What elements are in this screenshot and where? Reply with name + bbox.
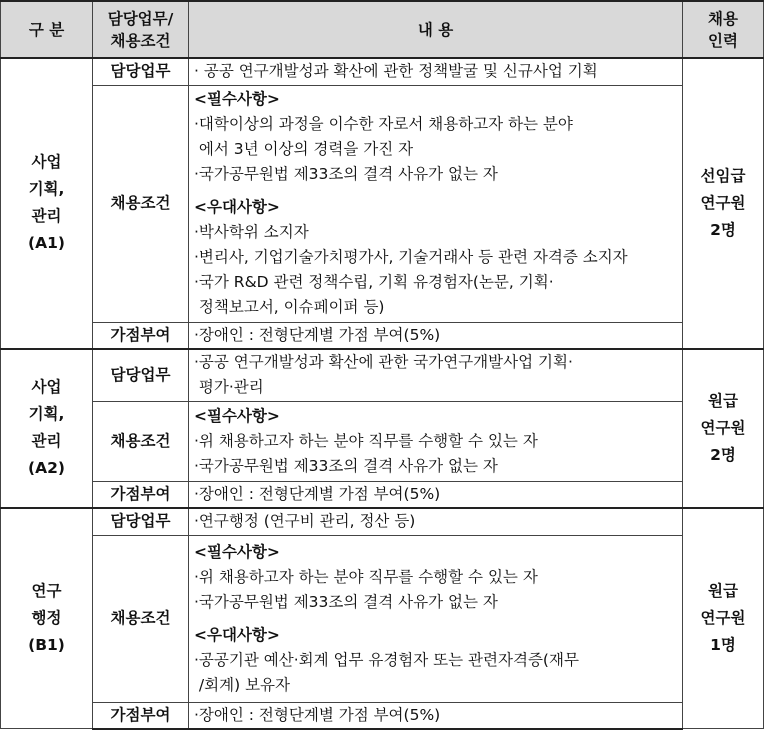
conditions-label: 채용조건: [93, 85, 189, 322]
duty-label: 담당업무: [93, 58, 189, 85]
section-a1-staff: [683, 58, 764, 349]
section-name-line: 사업: [31, 378, 62, 397]
preferred-line: ·박사학위 소지자: [194, 223, 309, 241]
a1-bonus-row: [1, 322, 764, 349]
a2-conditions: [189, 402, 683, 482]
staff-line: 2명: [710, 220, 736, 239]
required-line: ·국가공무원법 제33조의 결격 사유가 없는 자: [194, 457, 498, 475]
header-staff: [683, 1, 764, 58]
duty-line: · 공공 연구개발성과 확산에 관한 정책발굴 및 신규사업 기획: [194, 62, 598, 81]
header-staff-line1: 채용: [708, 9, 738, 28]
required-line: ·위 채용하고자 하는 분야 직무를 수행할 수 있는 자: [194, 432, 538, 450]
b1-duty-row: [1, 508, 764, 535]
staff-line: 원급: [708, 391, 738, 410]
bonus-label: 가점부여: [93, 702, 189, 729]
section-name-line: 기획,: [28, 180, 65, 199]
a2-duty-row: [1, 349, 764, 402]
section-b1-staff: [683, 508, 764, 729]
section-name-line: 연구: [31, 582, 62, 600]
bonus-label: 가점부여: [93, 322, 189, 349]
header-row: [1, 1, 764, 58]
header-content: 내 용: [189, 1, 683, 58]
section-name-line: 행정: [31, 609, 62, 627]
staff-line: 선임급: [700, 166, 746, 185]
section-name-line: 기획,: [28, 405, 65, 424]
b1-conditions-row: [1, 535, 764, 702]
header-duty-condition: [93, 1, 189, 58]
header-duty-condition-line1: 담당업무/: [107, 9, 174, 28]
preferred-line: ·변리사, 기업기술가치평가사, 기술거래사 등 관련 자격증 소지자: [194, 248, 628, 266]
section-a2-name: [1, 349, 93, 509]
staff-line: 1명: [710, 636, 736, 654]
section-name-line: (A2): [28, 459, 65, 478]
header-staff-line2: 인력: [708, 31, 738, 50]
b1-bonus-row: [1, 702, 764, 729]
required-line: ·국가공무원법 제33조의 결격 사유가 없는 자: [194, 165, 498, 183]
a2-bonus: ·장애인 : 전형단계별 가점 부여(5%): [189, 482, 683, 509]
duty-label: 담당업무: [93, 349, 189, 402]
staff-line: 2명: [710, 445, 736, 464]
required-title: <필수사항>: [194, 407, 280, 425]
a1-conditions-row: [1, 85, 764, 322]
section-name-line: 관리: [31, 207, 62, 226]
preferred-title: <우대사항>: [194, 625, 280, 644]
section-a1-name: [1, 58, 93, 349]
a2-bonus-row: [1, 482, 764, 509]
staff-line: 원급: [708, 582, 738, 600]
b1-duty: [189, 508, 683, 535]
required-line: 에서 3년 이상의 경력을 가진 자: [194, 140, 414, 158]
duty-label: 담당업무: [93, 508, 189, 535]
header-duty-condition-line2: 채용조건: [110, 31, 171, 50]
required-title: <필수사항>: [194, 90, 280, 108]
b1-bonus: ·장애인 : 전형단계별 가점 부여(5%): [189, 702, 683, 729]
section-name-line: (A1): [28, 234, 65, 253]
staff-line: 연구원: [700, 418, 746, 437]
a1-bonus: ·장애인 : 전형단계별 가점 부여(5%): [189, 322, 683, 349]
duty-line: ·공공 연구개발성과 확산에 관한 국가연구개발사업 기획·: [194, 353, 573, 372]
a2-duty: [189, 349, 683, 402]
required-line: ·대학이상의 과정을 이수한 자로서 채용하고자 하는 분야: [194, 115, 573, 133]
duty-line: 평가·관리: [194, 378, 264, 397]
duty-line: ·연구행정 (연구비 관리, 정산 등): [194, 512, 416, 531]
section-b1-name: [1, 508, 93, 729]
section-a2-staff: [683, 349, 764, 509]
staff-line: 연구원: [700, 193, 746, 212]
b1-conditions: [189, 535, 683, 702]
staff-line: 연구원: [700, 609, 746, 627]
preferred-line: /회계) 보유자: [194, 675, 290, 694]
preferred-line: 정책보고서, 이슈페이퍼 등): [194, 298, 385, 316]
a1-duty: [189, 58, 683, 85]
section-name-line: 관리: [31, 432, 62, 451]
a2-conditions-row: [1, 402, 764, 482]
required-title: <필수사항>: [194, 542, 280, 561]
conditions-label: 채용조건: [93, 535, 189, 702]
section-name-line: 사업: [31, 153, 62, 172]
preferred-title: <우대사항>: [194, 198, 280, 216]
a1-conditions: [189, 85, 683, 322]
section-name-line: (B1): [28, 636, 65, 654]
header-division: 구 분: [1, 1, 93, 58]
a1-duty-row: [1, 58, 764, 85]
required-line: ·국가공무원법 제33조의 결격 사유가 없는 자: [194, 592, 498, 611]
conditions-label: 채용조건: [93, 402, 189, 482]
preferred-line: ·국가 R&D 관련 정책수립, 기획 유경험자(논문, 기획·: [194, 273, 554, 291]
preferred-line: ·공공기관 예산·회계 업무 유경험자 또는 관련자격증(재무: [194, 650, 579, 669]
required-line: ·위 채용하고자 하는 분야 직무를 수행할 수 있는 자: [194, 567, 538, 586]
bonus-label: 가점부여: [93, 482, 189, 509]
